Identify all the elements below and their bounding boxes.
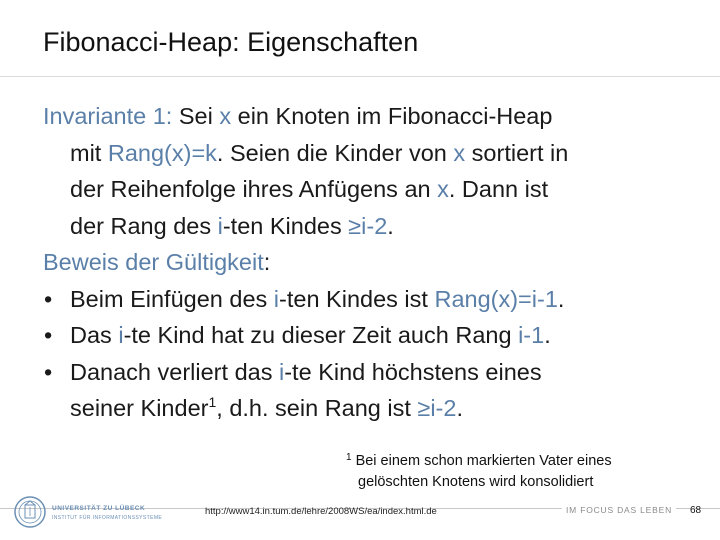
text: Das [70, 322, 119, 348]
text: . [557, 285, 565, 312]
text: . [387, 212, 394, 239]
text: . [544, 322, 551, 348]
invariant-line-1 [43, 98, 713, 135]
var-i: i [118, 322, 124, 348]
slide-title: Fibonacci-Heap: Eigenschaften [43, 27, 419, 57]
text: -ten Kindes [222, 212, 349, 239]
rang-value: i-1 [518, 322, 545, 348]
footnote-mark: 1 [346, 452, 352, 463]
var-x: x [437, 176, 449, 202]
logo-subtitle: INSTITUT FÜR INFORMATIONSSYSTEME [52, 515, 163, 521]
text: . Seien die Kinder von [216, 139, 454, 166]
proof-heading-text: Beweis der Gültigkeit [43, 249, 264, 275]
text: der Rang des [70, 212, 218, 239]
var-i: i [279, 358, 285, 385]
footer-motto: IM FOCUS DAS LEBEN [562, 505, 676, 515]
invariant-label: Invariante 1: [43, 103, 179, 129]
text: Danach verliert das [70, 358, 279, 385]
text: Beim Einfügen des [70, 285, 274, 312]
university-logo [12, 494, 202, 530]
text: -te Kind höchstens eines [284, 358, 542, 385]
invariant-line-2 [43, 135, 713, 172]
rang-expr: Rang(x)=i-1 [434, 285, 558, 312]
text: Sei [178, 103, 220, 129]
bullet-item-1 [43, 281, 713, 318]
rang-expr: Rang(x)=k [107, 139, 217, 166]
bullet-item-3 [43, 354, 713, 391]
footnote-ref: 1 [208, 394, 217, 410]
text: der Reihenfolge ihres Anfügens an [70, 176, 438, 202]
bullet-item-3-cont [43, 390, 713, 427]
text: mit [70, 139, 108, 166]
page-number: 68 [690, 505, 702, 516]
footnote-line-2: gelöschten Knotens wird konsolidiert [358, 474, 594, 490]
invariant-line-3 [43, 171, 713, 208]
ge-expr: ≥i-2 [348, 212, 388, 239]
invariant-line-4 [43, 208, 713, 245]
text: ein Knoten im Fibonacci-Heap [231, 103, 553, 129]
var-i: i [217, 212, 223, 239]
proof-heading [43, 244, 713, 281]
text: -ten Kindes ist [279, 285, 435, 312]
title-divider [0, 76, 720, 77]
footnote [346, 451, 706, 493]
text: : [263, 249, 271, 275]
source-url: http://www14.in.tum.de/lehre/2008WS/ea/index.html.de [205, 506, 437, 517]
text: . Dann ist [448, 176, 549, 202]
logo-title: UNIVERSITÄT ZU LÜBECK [52, 505, 146, 512]
text: sortiert in [465, 139, 569, 166]
university-seal-icon [12, 494, 202, 530]
bullet-icon: • [44, 285, 53, 312]
bullet-icon: • [44, 322, 53, 348]
ge-expr: ≥i-2 [417, 395, 457, 421]
text: . [456, 395, 463, 421]
slide-body [43, 98, 713, 427]
footnote-text: Bei einem schon markierten Vater eines [355, 453, 612, 469]
text: seiner Kinder [70, 395, 209, 421]
bullet-item-2 [43, 317, 713, 354]
var-x: x [219, 103, 232, 129]
footnote-line-1 [346, 451, 706, 472]
text: , d.h. sein Rang ist [216, 395, 418, 421]
var-x: x [453, 139, 466, 166]
text: -te Kind hat zu dieser Zeit auch Rang [123, 322, 519, 348]
bullet-icon: • [44, 358, 53, 385]
var-i: i [273, 285, 280, 312]
